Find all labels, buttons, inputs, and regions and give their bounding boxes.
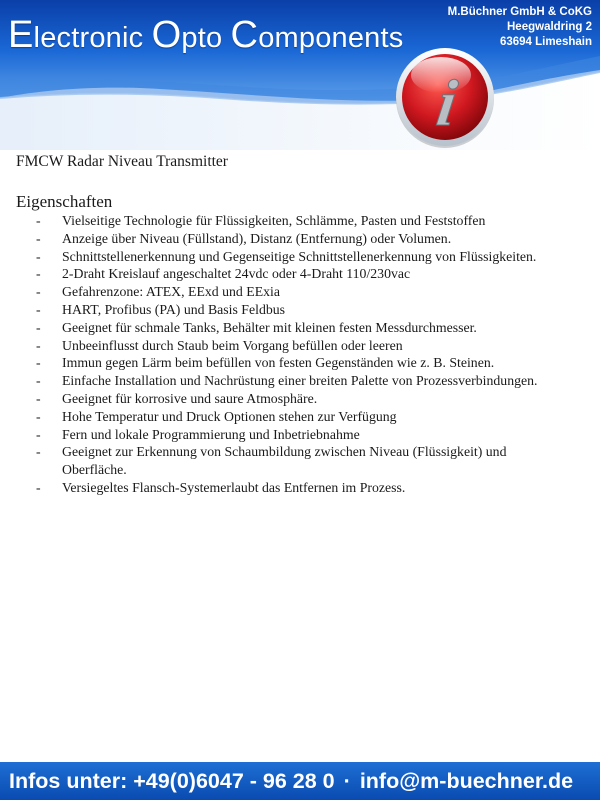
property-text: Unbeeinflusst durch Staub beim Vorgang befüllen oder leeren (62, 337, 403, 353)
info-letter: i (432, 67, 462, 140)
bullet-dash: - (36, 426, 41, 442)
property-text: Fern und lokale Programmierung und Inbetriebnahme (62, 426, 360, 442)
logo-word: Electronic (8, 14, 152, 56)
property-item (16, 319, 590, 337)
bullet-dash: - (36, 373, 41, 389)
company-city: 63694 Limeshain (499, 36, 592, 48)
properties-list (16, 212, 590, 497)
property-text: HART, Profibus (PA) und Basis Feldbus (62, 301, 286, 317)
property-item (16, 408, 590, 426)
section-title: Eigenschaften (16, 192, 113, 211)
bullet-dash: - (36, 230, 41, 246)
bullet-dash: - (36, 301, 41, 317)
property-item (16, 337, 590, 355)
document-title: FMCW Radar Niveau Transmitter (16, 153, 228, 170)
property-text: Gefahrenzone: ATEX, EExd und EExia (62, 284, 280, 300)
property-text: Hohe Temperatur und Druck Optionen stehen zur Verfügung (62, 408, 397, 424)
bullet-dash: - (36, 248, 41, 264)
property-item (16, 443, 590, 479)
property-text: Schnittstellenerkennung und Gegenseitige Schnittstellenerkennung von Flüssigkeiten. (62, 248, 537, 264)
footer-email: info@m-buechner.de (359, 769, 574, 793)
info-icon (393, 45, 497, 149)
footer-phone-info: Infos unter: +49(0)6047 - 96 28 0 (9, 769, 335, 793)
footer-bar (0, 762, 600, 800)
property-text: Vielseitige Technologie für Flüssigkeiten, Schlämme, Pasten und Feststoffen (62, 213, 486, 228)
bullet-dash: - (36, 337, 41, 353)
bullet-dash: - (36, 284, 41, 300)
logo-word: Components (230, 14, 404, 56)
company-address (448, 5, 592, 50)
bullet-dash: - (36, 390, 41, 406)
property-text: Geeignet für schmale Tanks, Behälter mit kleinen festen Messdurchmesser. (62, 319, 477, 335)
property-text: Oberfläche. (62, 462, 127, 478)
bullet-dash: - (36, 479, 41, 495)
property-item (16, 283, 590, 301)
property-item (16, 390, 590, 408)
property-text: Immun gegen Lärm beim befüllen von festen Gegenständen wie z. B. Steinen. (62, 355, 495, 371)
logo-wordmark (8, 14, 403, 57)
property-item (16, 354, 590, 372)
property-item (16, 212, 590, 230)
property-item (16, 230, 590, 248)
bullet-dash: - (36, 444, 41, 460)
property-text: Versiegeltes Flansch-Systemerlaubt das Entfernen im Prozess. (62, 479, 406, 495)
bullet-dash: - (36, 408, 41, 424)
property-item (16, 479, 590, 497)
bullet-dash: - (36, 355, 41, 371)
property-text: Geeignet zur Erkennung von Schaumbildung zwischen Niveau (Flüssigkeit) und (62, 444, 507, 460)
property-item (16, 372, 590, 390)
company-street: Heegwaldring 2 (507, 21, 592, 33)
company-name: M.Büchner GmbH & CoKG (447, 6, 592, 18)
property-item (16, 265, 590, 283)
property-text: Anzeige über Niveau (Füllstand), Distanz (Entfernung) oder Volumen. (62, 230, 452, 246)
property-item (16, 301, 590, 319)
property-item (16, 426, 590, 444)
bullet-dash: - (36, 319, 41, 335)
header-banner (0, 0, 600, 150)
bullet-dash: - (36, 266, 41, 282)
bullet-dash: - (36, 213, 41, 228)
logo-word: Opto (151, 14, 231, 56)
property-text: Geeignet für korrosive und saure Atmosphäre. (62, 390, 318, 406)
property-text: Einfache Installation und Nachrüstung einer breiten Palette von Prozessverbindungen. (62, 373, 538, 389)
footer-separator: · (343, 769, 351, 793)
document-content (16, 150, 590, 497)
property-item (16, 248, 590, 266)
property-text: 2-Draht Kreislauf angeschaltet 24vdc oder 4-Draht 110/230vac (62, 266, 411, 282)
